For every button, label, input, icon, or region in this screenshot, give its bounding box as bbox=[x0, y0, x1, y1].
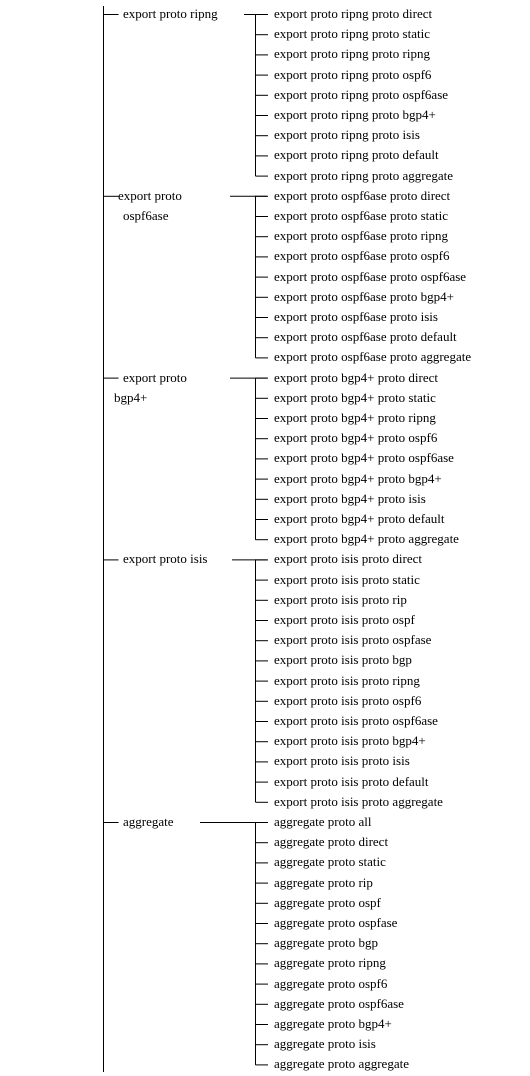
child-node-label: aggregate proto all bbox=[274, 814, 372, 829]
child-node-label: export proto isis proto direct bbox=[274, 551, 423, 566]
child-node-label: aggregate proto ospf6 bbox=[274, 976, 388, 991]
child-node-label: export proto ripng proto ospf6 bbox=[274, 67, 432, 82]
child-node-label: export proto isis proto aggregate bbox=[274, 794, 443, 809]
child-node-label: export proto ospf6ase proto direct bbox=[274, 188, 451, 203]
child-node-label: aggregate proto aggregate bbox=[274, 1056, 409, 1071]
parent-node-label: export proto ripng bbox=[123, 6, 218, 21]
child-node-label: aggregate proto rip bbox=[274, 875, 373, 890]
parent-node-label: ospf6ase bbox=[123, 208, 169, 223]
child-node-label: aggregate proto static bbox=[274, 854, 386, 869]
child-node-label: aggregate proto ospf bbox=[274, 895, 381, 910]
parent-node-label: export proto bbox=[118, 188, 182, 203]
child-node-label: export proto bgp4+ proto ospf6 bbox=[274, 430, 438, 445]
child-node-label: export proto isis proto isis bbox=[274, 753, 410, 768]
parent-node-label: aggregate bbox=[123, 814, 174, 829]
child-node-label: export proto isis proto ospfase bbox=[274, 632, 432, 647]
child-node-label: export proto ospf6ase proto static bbox=[274, 208, 449, 223]
child-node-label: export proto bgp4+ proto default bbox=[274, 511, 445, 526]
child-node-label: export proto isis proto bgp4+ bbox=[274, 733, 426, 748]
child-node-label: aggregate proto direct bbox=[274, 834, 389, 849]
child-node-label: export proto ripng proto isis bbox=[274, 127, 420, 142]
child-node-label: aggregate proto ospf6ase bbox=[274, 996, 404, 1011]
child-node-label: export proto ospf6ase proto ripng bbox=[274, 228, 449, 243]
parent-node-label: export proto isis bbox=[123, 551, 208, 566]
child-node-label: export proto ripng proto default bbox=[274, 147, 439, 162]
child-node-label: export proto bgp4+ proto ospf6ase bbox=[274, 450, 454, 465]
child-node-label: export proto ripng proto ospf6ase bbox=[274, 87, 449, 102]
child-node-label: export proto bgp4+ proto aggregate bbox=[274, 531, 459, 546]
parent-node-label: export proto bbox=[123, 370, 187, 385]
child-node-label: export proto bgp4+ proto isis bbox=[274, 491, 426, 506]
child-node-label: export proto isis proto ospf6ase bbox=[274, 713, 438, 728]
child-node-label: aggregate proto isis bbox=[274, 1036, 376, 1051]
child-node-label: aggregate proto ripng bbox=[274, 955, 386, 970]
child-node-label: export proto ospf6ase proto ospf6 bbox=[274, 248, 450, 263]
child-node-label: export proto ripng proto bgp4+ bbox=[274, 107, 436, 122]
child-node-label: export proto bgp4+ proto bgp4+ bbox=[274, 471, 442, 486]
child-node-label: export proto isis proto rip bbox=[274, 592, 407, 607]
child-node-label: export proto ospf6ase proto bgp4+ bbox=[274, 289, 454, 304]
child-node-label: export proto isis proto bgp bbox=[274, 652, 412, 667]
child-node-label: export proto ripng proto aggregate bbox=[274, 168, 454, 183]
child-node-label: aggregate proto ospfase bbox=[274, 915, 398, 930]
child-node-label: export proto ospf6ase proto ospf6ase bbox=[274, 269, 467, 284]
child-node-label: export proto ospf6ase proto default bbox=[274, 329, 457, 344]
child-node-label: export proto bgp4+ proto ripng bbox=[274, 410, 436, 425]
child-node-label: export proto isis proto static bbox=[274, 572, 420, 587]
child-node-label: export proto ripng proto ripng bbox=[274, 46, 430, 61]
child-node-label: export proto bgp4+ proto static bbox=[274, 390, 436, 405]
child-node-label: export proto isis proto default bbox=[274, 774, 429, 789]
child-node-label: export proto ripng proto direct bbox=[274, 6, 433, 21]
child-node-label: export proto isis proto ospf6 bbox=[274, 693, 422, 708]
child-node-label: export proto isis proto ospf bbox=[274, 612, 415, 627]
child-node-label: export proto bgp4+ proto direct bbox=[274, 370, 439, 385]
parent-node-label: bgp4+ bbox=[114, 390, 148, 405]
child-node-label: aggregate proto bgp bbox=[274, 935, 378, 950]
child-node-label: export proto isis proto ripng bbox=[274, 673, 420, 688]
child-node-label: aggregate proto bgp4+ bbox=[274, 1016, 392, 1031]
child-node-label: export proto ospf6ase proto isis bbox=[274, 309, 438, 324]
child-node-label: export proto ospf6ase proto aggregate bbox=[274, 349, 472, 364]
child-node-label: export proto ripng proto static bbox=[274, 26, 430, 41]
